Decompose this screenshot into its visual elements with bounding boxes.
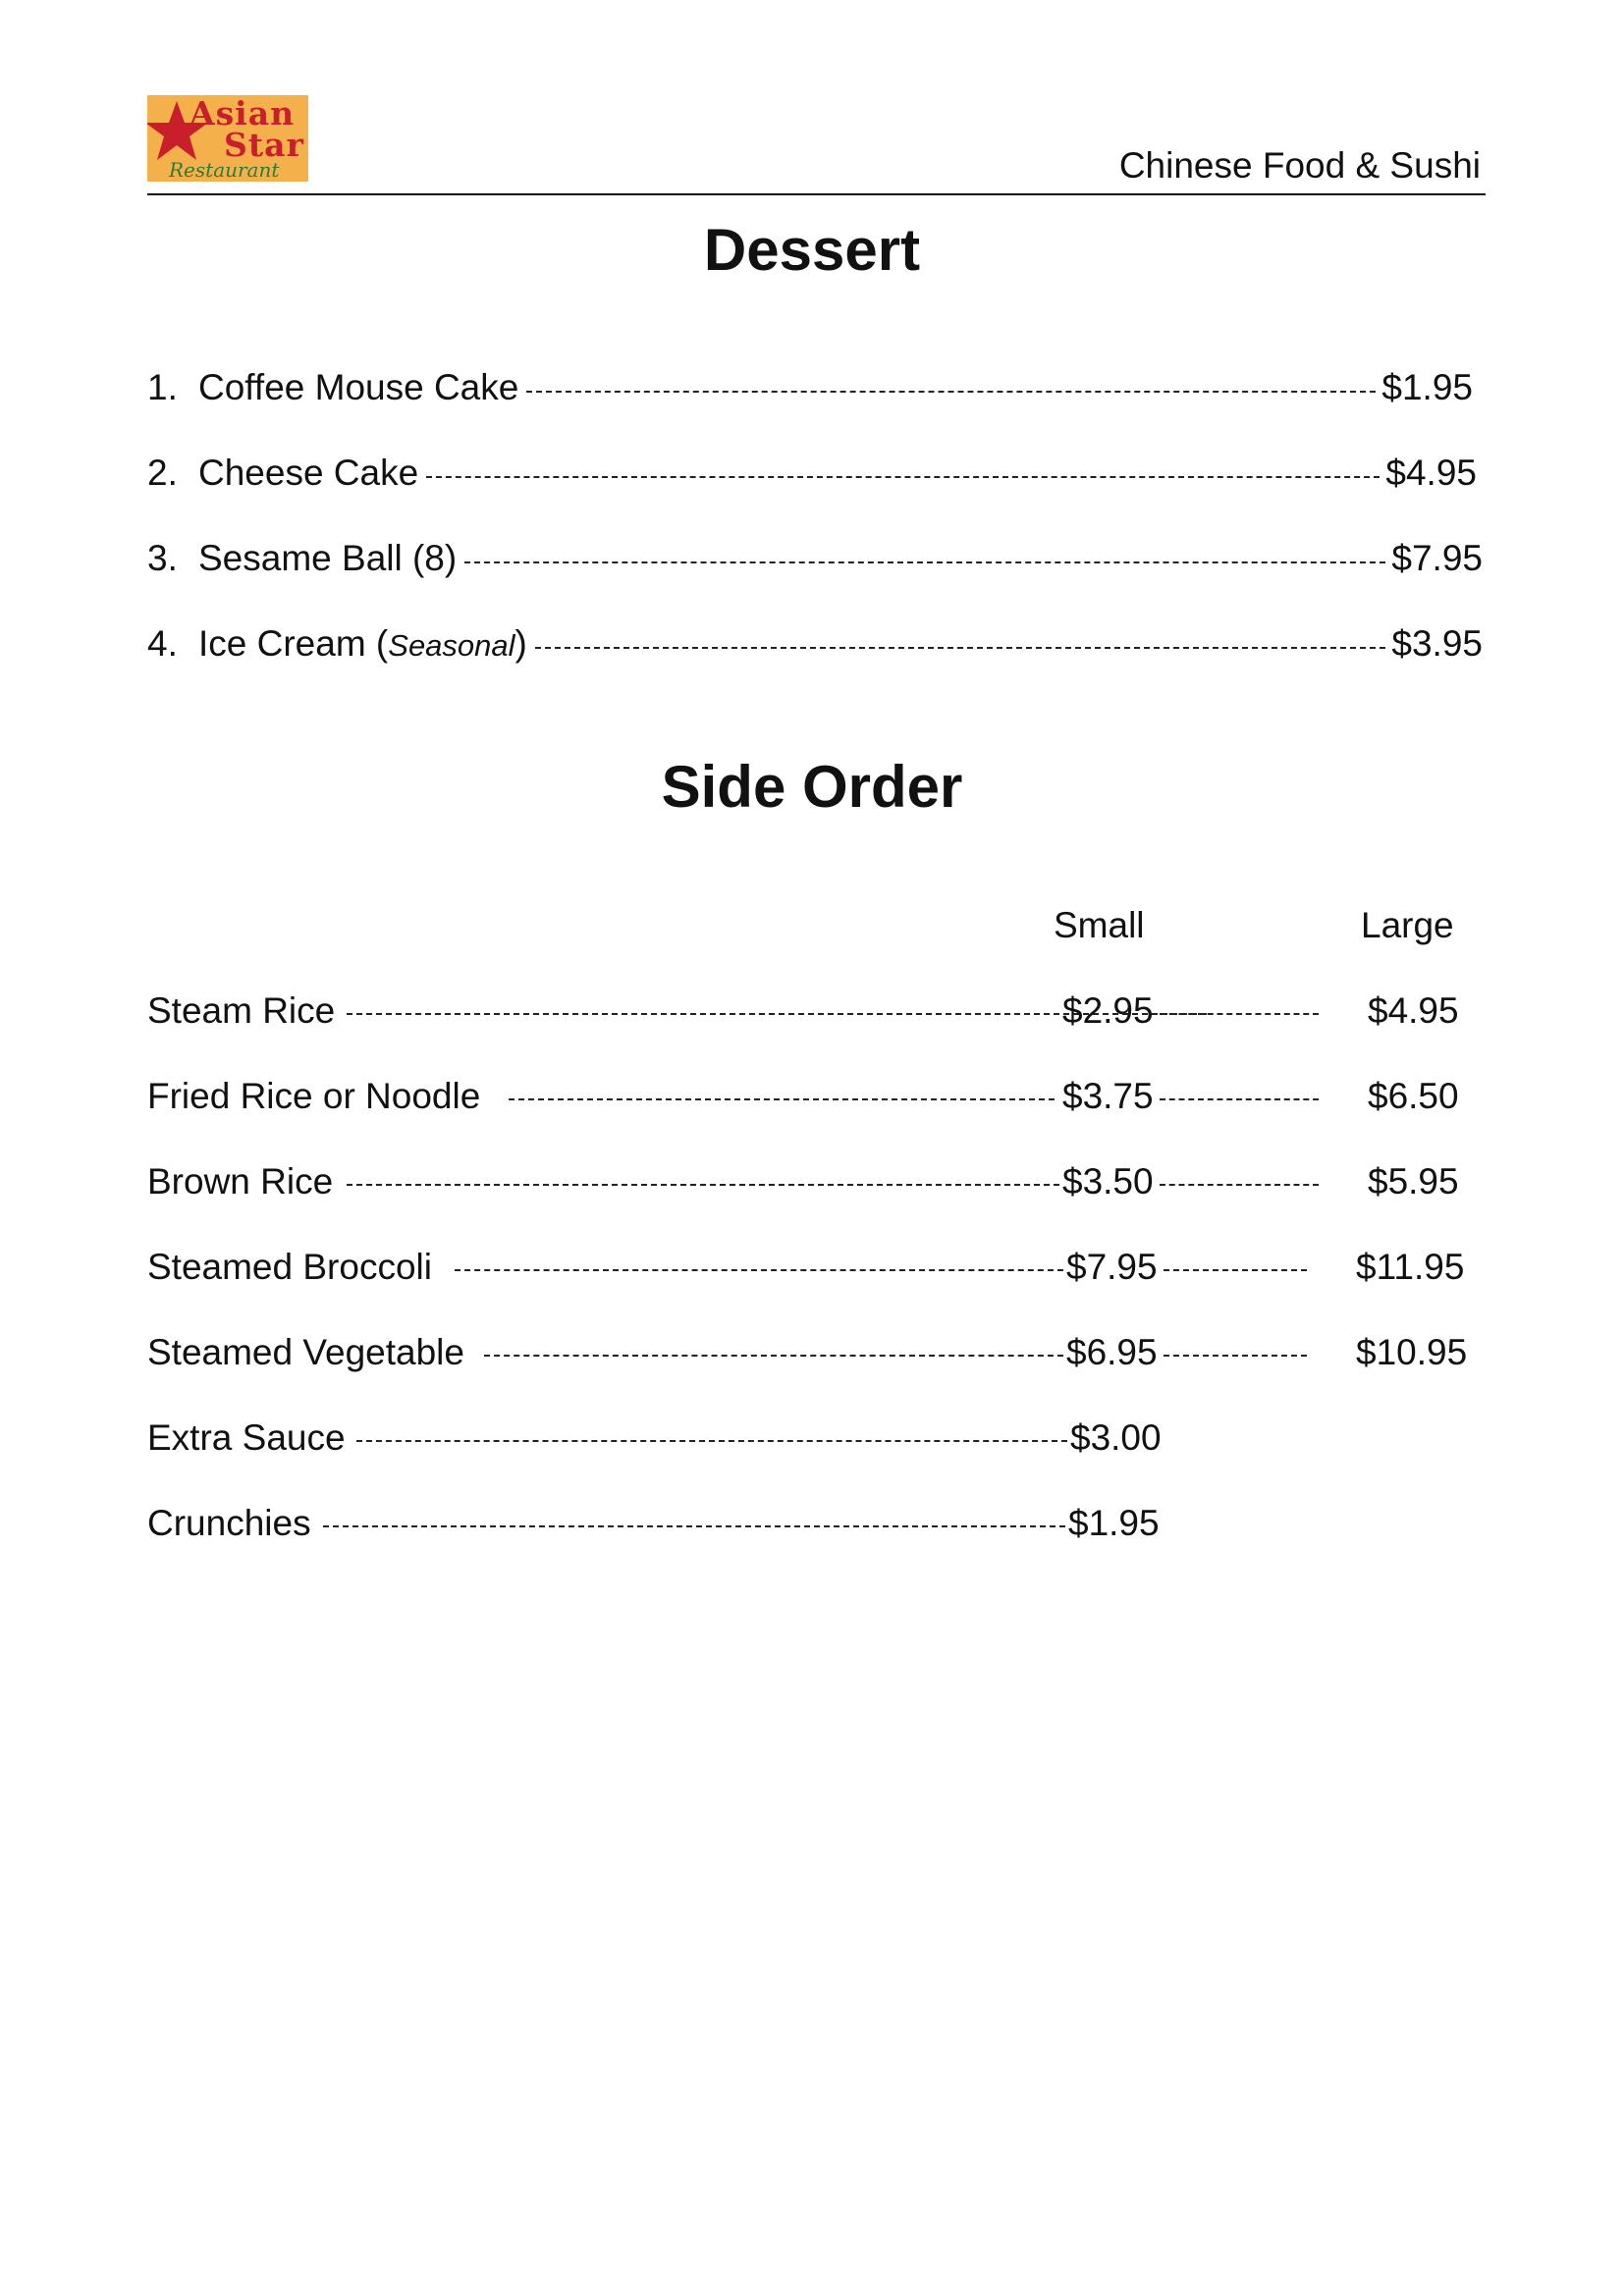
dessert-item [147, 369, 1473, 405]
side-order-item [147, 992, 1473, 1036]
dotted-leader [535, 647, 1386, 649]
dotted-leader [484, 1355, 1063, 1357]
item-price-large: $11.95 [1356, 1247, 1465, 1287]
item-price-small: $7.95 [1066, 1247, 1158, 1287]
logo-word-asian: Asian [189, 95, 296, 133]
dotted-leader [1160, 1013, 1319, 1015]
item-name: Cheese Cake [198, 453, 419, 493]
logo-word-star: Star [224, 126, 304, 164]
dotted-leader [1164, 1355, 1307, 1357]
dotted-leader [509, 1098, 1055, 1100]
dotted-leader [1160, 1098, 1319, 1100]
item-price-small: $6.95 [1066, 1332, 1158, 1372]
restaurant-logo [147, 95, 308, 182]
dotted-leader [426, 476, 1380, 478]
item-name: Steam Rice [147, 990, 336, 1031]
dotted-leader [323, 1525, 1065, 1527]
item-price: $1.95 [1381, 367, 1473, 407]
item-price-small: $1.95 [1068, 1503, 1160, 1543]
item-number: 2. [147, 453, 178, 493]
side-order-item [147, 1249, 1473, 1292]
item-name: Crunchies [147, 1503, 311, 1543]
item-name: Steamed Broccoli [147, 1247, 432, 1287]
item-price-large: $5.95 [1368, 1161, 1459, 1201]
item-name [198, 625, 527, 662]
dessert-item [147, 454, 1477, 491]
side-order-item [147, 1078, 1473, 1121]
dotted-leader [464, 561, 1385, 563]
item-name: Steamed Vegetable [147, 1332, 464, 1372]
side-order-title: Side Order [661, 754, 963, 820]
column-header-small: Small [1054, 905, 1145, 945]
item-number: 3. [147, 538, 178, 578]
item-name: Extra Sauce [147, 1417, 346, 1458]
item-name: Sesame Ball (8) [198, 538, 458, 578]
item-name: Coffee Mouse Cake [198, 367, 519, 407]
item-price-large: $10.95 [1356, 1332, 1468, 1372]
item-price-small: $3.50 [1062, 1161, 1154, 1201]
item-number: 4. [147, 623, 178, 664]
dotted-leader [356, 1440, 1067, 1442]
side-order-item [147, 1334, 1473, 1377]
dessert-title: Dessert [703, 217, 921, 283]
item-price: $7.95 [1391, 538, 1483, 578]
item-price: $4.95 [1385, 453, 1477, 493]
side-order-item [147, 1505, 1473, 1548]
item-name-text: Ice Cream ( [198, 623, 389, 664]
item-price-small: $3.00 [1070, 1417, 1162, 1458]
side-order-item [147, 1419, 1473, 1463]
item-name: Fried Rice or Noodle [147, 1076, 481, 1116]
dotted-leader [526, 391, 1376, 393]
dotted-leader [1164, 1269, 1307, 1271]
header-tagline: Chinese Food & Sushi [1118, 145, 1481, 186]
item-number: 1. [147, 367, 178, 407]
item-price-small: $3.75 [1062, 1076, 1154, 1116]
item-price-small: $2.95 [1062, 990, 1154, 1031]
dotted-leader [1160, 1184, 1319, 1186]
logo-word-restaurant: Restaurant [169, 158, 280, 182]
item-price-large: $6.50 [1368, 1076, 1459, 1116]
item-note: Seasonal [388, 628, 515, 663]
item-note-close: ) [514, 623, 527, 664]
item-price: $3.95 [1391, 623, 1483, 664]
dotted-leader [455, 1269, 1063, 1271]
dessert-item [147, 540, 1483, 576]
dotted-leader [347, 1184, 1059, 1186]
side-order-item [147, 1163, 1473, 1206]
column-header-large: Large [1361, 905, 1454, 945]
item-price-large: $4.95 [1368, 990, 1459, 1031]
header-divider [147, 193, 1486, 195]
dessert-item [147, 625, 1483, 662]
item-name: Brown Rice [147, 1161, 334, 1201]
